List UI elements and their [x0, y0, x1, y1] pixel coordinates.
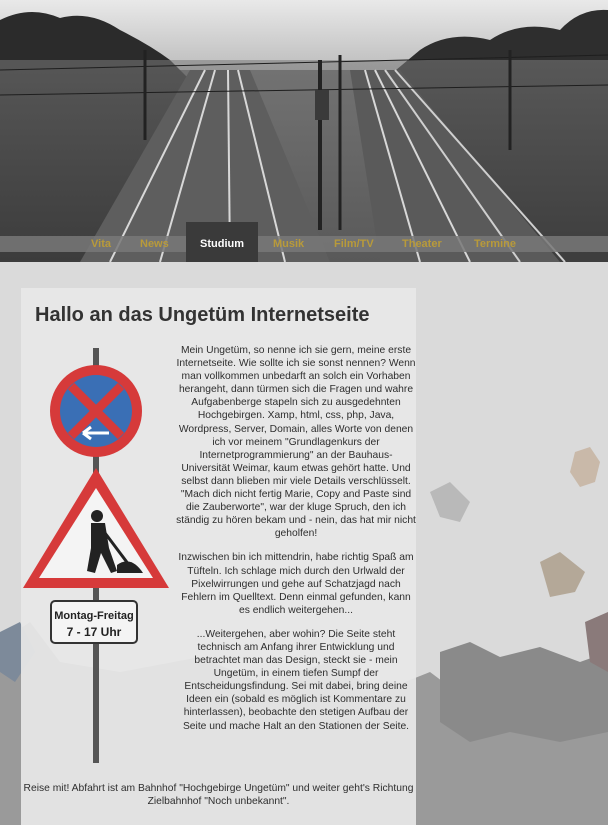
nav-item-theater[interactable]: Theater: [402, 238, 442, 250]
roadworks-sign-icon: [23, 468, 169, 588]
closing-text: Reise mit! Abfahrt ist am Bahnhof "Hochgebirge Ungetüm" und weiter geht's Richtung Zielbahnhof "Noch unbekannt".: [23, 783, 414, 808]
page-title: Hallo an das Ungetüm Internetseite: [35, 304, 370, 326]
nav-item-vita[interactable]: Vita: [91, 238, 111, 250]
svg-text:Montag-Freitag: Montag-Freitag: [54, 610, 134, 622]
svg-text:7 - 17 Uhr: 7 - 17 Uhr: [66, 625, 122, 639]
nav-item-studium[interactable]: Studium: [186, 222, 258, 264]
intro-text: [176, 344, 416, 744]
paragraph-1: Mein Ungetüm, so nenne ich sie gern, meine erste Internetseite. Wie sollte ich sie sonst nennen? Wenn man vollkommen unbedarft an solch ein Vorhaben herangeht, dann türmen sich die Fragen und wahre Aufgabenberge stapeln sich zu ausgedehnten Hochgebirgen. Xamp, html, css, php, Java, Wordpress, Server, Domain, alles Worte von denen ich vor meinem "Grundlagenkurs der Internetprogrammierung" an der Bauhaus-Universität Weimar, kaum etwas gehört hatte. Und selbst dann blieben mir viele Details verschlüsselt. "Mach dich nicht fertig Marie, Copy and Paste sind die Zauberworte", war der kluge Spruch, den ich ständig zu hören bekam und - nein, das hat mir nicht geholfen!: [176, 345, 416, 540]
time-plate-sign: [51, 601, 137, 643]
nav-item-termine[interactable]: Termine: [474, 238, 516, 250]
main-nav: [0, 236, 608, 252]
paragraph-2: Inzwischen bin ich mittendrin, habe richtig Spaß am Tüfteln. Ich schlage mich durch den Urlwald der Pixelwirrungen und gehe auf Schatzjagd nach Fehlern im Quelltext. Denn einmal gefunden, kann es endlich weitergehen...: [178, 552, 414, 616]
nav-item-musik[interactable]: Musik: [273, 238, 305, 250]
header-railway-photo: [0, 0, 608, 262]
no-stopping-sign-icon: [50, 365, 142, 457]
paragraph-3: ...Weitergehen, aber wohin? Die Seite steht technisch am Anfang ihrer Entwicklung und betrachtet man das Design, steckt sie - mein Ungetüm, in einem tiefen Sumpf der Entscheidungsfindung. Sei mit dabei, bring deine Ideen ein (sobald es möglich ist Kommentare zu hinterlassen), beobachte den stetigen Aufbau der Seite und mache Halt an den Stationen der Seite.: [182, 628, 410, 732]
content-panel: [21, 288, 416, 825]
nav-item-news[interactable]: News: [140, 238, 169, 250]
traffic-signs-illustration: [21, 343, 176, 763]
nav-item-film-tv[interactable]: Film/TV: [334, 238, 374, 250]
